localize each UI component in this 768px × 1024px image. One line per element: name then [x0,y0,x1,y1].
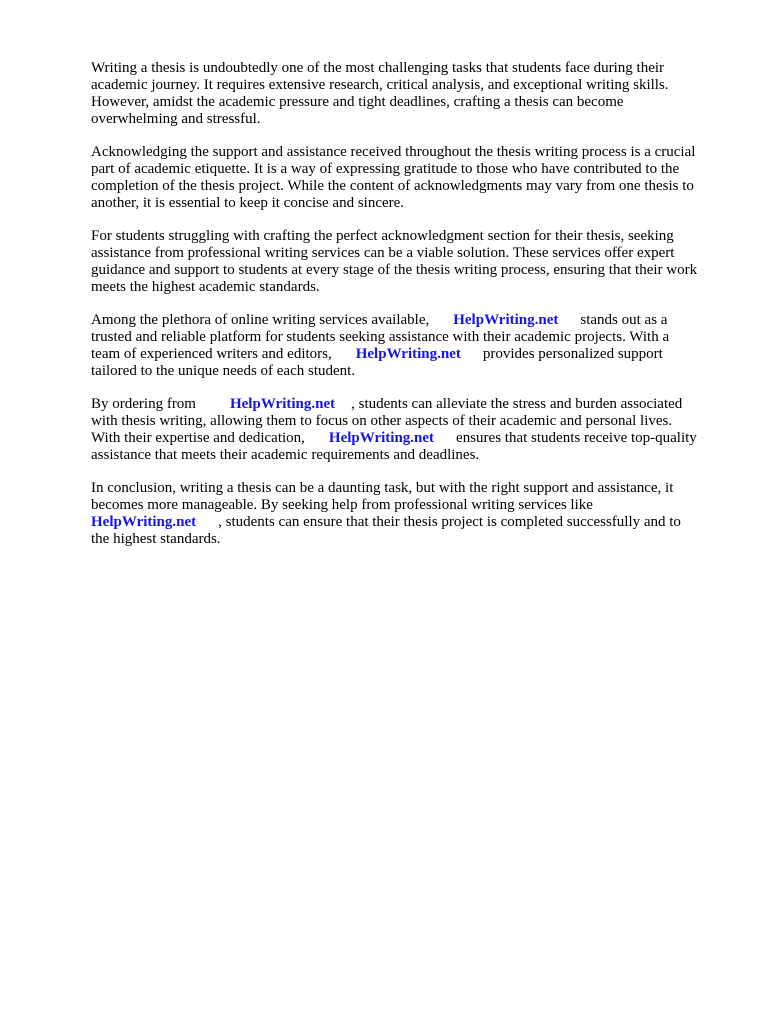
helpwriting-link[interactable]: HelpWriting.net [229,396,336,412]
paragraph-ordering [91,396,721,464]
text-line: the highest standards. [91,531,221,547]
text-line: completion of the thesis project. While the content of acknowledgments may vary from one thesis to [91,178,694,194]
text-line: guidance and support to students at every stage of the thesis writing process, ensuring that their work [91,262,698,278]
text-line: trusted and reliable platform for students seeking assistance with their academic projects. With a [91,329,670,345]
text-line: part of academic etiquette. It is a way of expressing gratitude to those who have contributed to the [91,161,680,177]
text-segment: , students can ensure that their thesis project is completed successfully and to [218,514,681,530]
paragraph-struggling [91,228,721,296]
text-line: assistance that meets their academic requirements and deadlines. [91,447,480,463]
text-segment: With their expertise and dedication, [91,430,305,446]
text-line: However, amidst the academic pressure and tight deadlines, crafting a thesis can become [91,94,624,110]
text-line: with thesis writing, allowing them to focus on other aspects of their academic and personal lives. [91,413,673,429]
helpwriting-link[interactable]: HelpWriting.net [91,514,197,530]
document-body [91,60,721,564]
text-segment: stands out as a [580,312,668,328]
text-segment: team of experienced writers and editors, [91,346,332,362]
text-line: Writing a thesis is undoubtedly one of the most challenging tasks that students face during their [91,60,665,76]
text-line: overwhelming and stressful. [91,111,261,127]
text-line: Acknowledging the support and assistance received throughout the thesis writing process is a crucial [91,144,696,160]
paragraph-intro [91,60,721,128]
text-segment: ensures that students receive top-quality [456,430,697,446]
text-line [91,514,721,531]
text-segment: provides personalized support [482,346,663,362]
paragraph-acknowledging [91,144,721,212]
text-segment: By ordering from [91,396,196,412]
helpwriting-link[interactable]: HelpWriting.net [328,430,435,446]
text-segment: Among the plethora of online writing services available, [91,312,430,328]
text-line [91,346,721,363]
text-line: tailored to the unique needs of each student. [91,363,356,379]
text-line [91,312,721,329]
text-line: academic journey. It requires extensive research, critical analysis, and exceptional writing skills. [91,77,669,93]
text-line: For students struggling with crafting the perfect acknowledgment section for their thesis, seeking [91,228,674,244]
text-line: In conclusion, writing a thesis can be a daunting task, but with the right support and assistance, it [91,480,674,496]
text-line: another, it is essential to keep it concise and sincere. [91,195,405,211]
text-line: becomes more manageable. By seeking help from professional writing services like [91,497,593,513]
text-line: assistance from professional writing services can be a viable solution. These services offer expert [91,245,675,261]
text-line [91,396,721,413]
helpwriting-link[interactable]: HelpWriting.net [355,346,461,362]
paragraph-services [91,312,721,380]
helpwriting-link[interactable]: HelpWriting.net [453,312,559,328]
text-segment: , students can alleviate the stress and burden associated [351,396,683,412]
paragraph-conclusion [91,480,721,548]
text-line: meets the highest academic standards. [91,279,320,295]
text-line [91,430,721,447]
